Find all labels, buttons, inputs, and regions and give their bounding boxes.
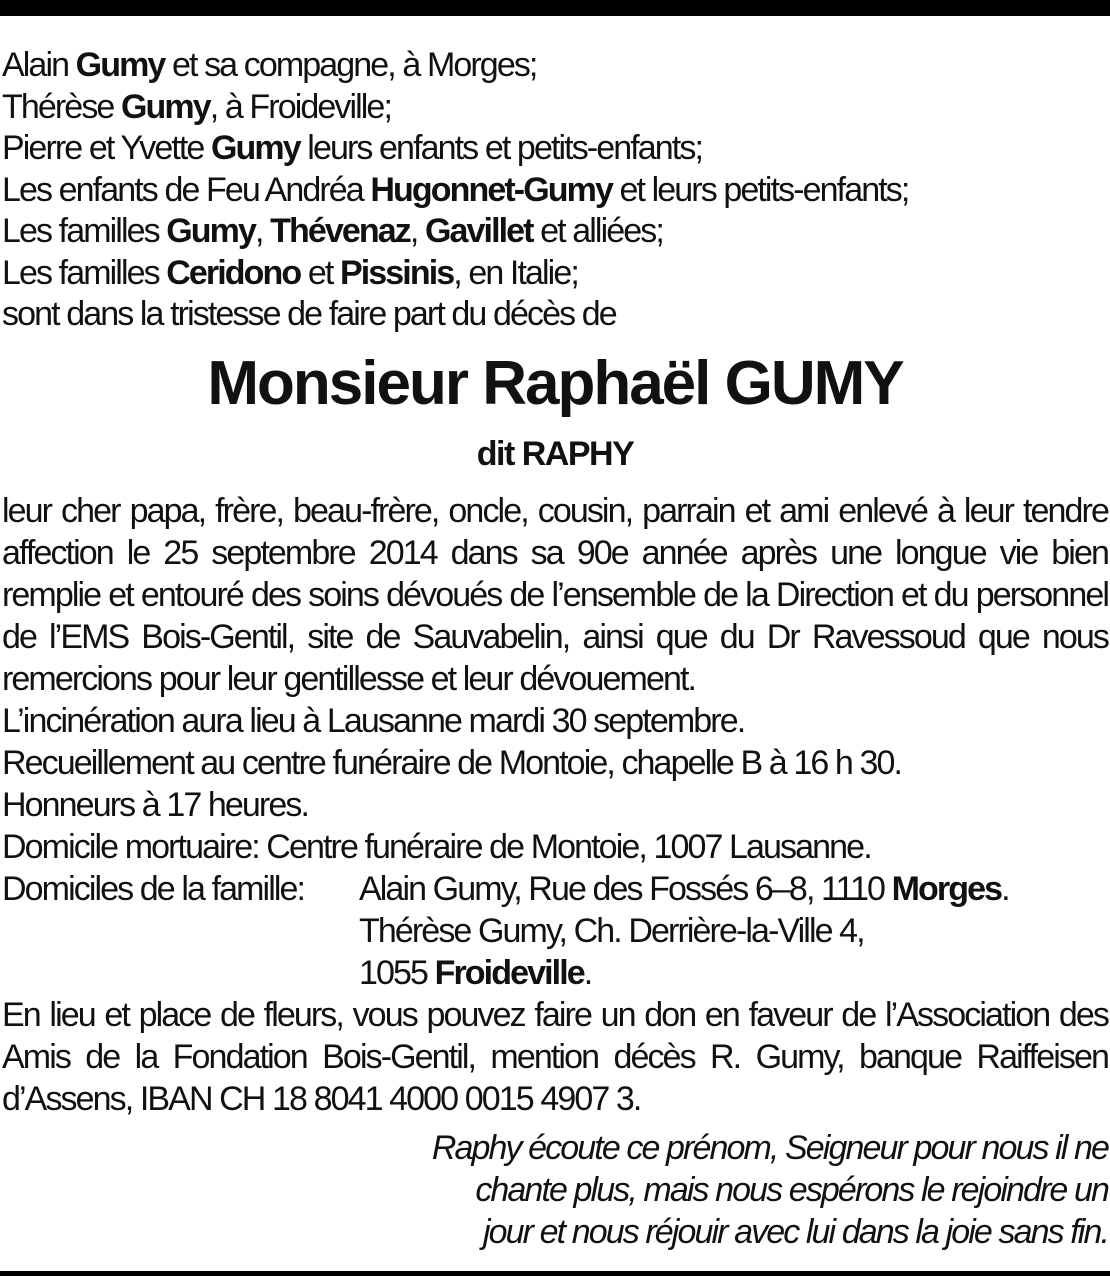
text-segment: Alain Gumy, Rue des Fossés 6–8, 1110: [359, 870, 892, 908]
family-surname: Pissinis: [339, 253, 454, 292]
text-segment: Alain: [2, 46, 76, 84]
mortuary-address: Domicile mortuaire: Centre funéraire de Montoie, 1007 Lausanne.: [2, 828, 871, 866]
text-segment: .: [1001, 870, 1009, 908]
honours-info: Honneurs à 17 heures.: [2, 786, 308, 824]
family-surname: Thévenaz: [270, 212, 410, 250]
verse-line: jour et nous réjouir avec lui dans la joie sans fin.: [482, 1213, 1108, 1251]
text-segment: et: [300, 253, 340, 292]
notice-body: [2, 490, 1108, 1120]
tribute-paragraph: leur cher papa, frère, beau-frère, oncle, cousin, parrain et ami enlevé à leur tendre affection le 25 septembre 2014 dans sa 90e année après une longue vie bien remplie et entouré des soins dévoués de l’ensemble de la Direction et du personnel de l’EMS Bois-Gentil, site de Sauvabelin, ainsi que du Dr Ravessoud que nous remercions pour leur gentillesse et leur dévouement.: [2, 492, 1108, 698]
text-segment: Pierre et Yvette: [2, 129, 211, 167]
town-name: Morges: [891, 870, 1002, 908]
text-segment: et sa compagne, à Morges;: [164, 46, 537, 84]
family-surname: Gumy: [75, 46, 165, 84]
family-home-address: [2, 952, 1108, 994]
deceased-name: Monsieur Raphaël GUMY: [207, 349, 903, 418]
family-home-address: Thérèse Gumy, Ch. Derrière-la-Ville 4,: [359, 912, 864, 950]
family-list: [2, 45, 1108, 336]
family-line: [2, 45, 1108, 87]
town-name: Froideville: [434, 954, 584, 992]
text-segment: Les enfants de Feu Andréa: [2, 170, 371, 209]
donation-paragraph: En lieu et place de fleurs, vous pouvez faire un don en faveur de l’Association des Amis de la Fondation Bois-Gentil, mention décès R. Gumy, banque Raiffeisen d’Assens, IBAN CH 18 8041 4000 0015 4907 3.: [2, 996, 1108, 1118]
family-surname: Ceridono: [166, 253, 301, 292]
text-segment: .: [583, 954, 592, 992]
family-surname: Gumy: [211, 129, 300, 167]
top-border-rule: [0, 0, 1110, 16]
text-segment: ,: [409, 212, 425, 250]
text-segment: leurs enfants et petits-enfants;: [299, 129, 702, 167]
deceased-nickname: dit RAPHY: [476, 435, 634, 473]
verse-line: Raphy écoute ce prénom, Seigneur pour nous il ne: [431, 1129, 1108, 1167]
family-home-address: [359, 868, 1009, 910]
text-segment: Les familles: [2, 212, 167, 250]
closing-verse: [308, 1127, 1108, 1253]
text-segment: et alliées;: [532, 212, 663, 250]
text-segment: ,: [255, 212, 271, 250]
family-line: [2, 87, 1108, 129]
text-segment: 1055: [359, 954, 435, 992]
gathering-info: Recueillement au centre funéraire de Montoie, chapelle B à 16 h 30.: [2, 744, 902, 782]
text-segment: , en Italie;: [453, 253, 578, 292]
family-surname: Gumy: [166, 212, 256, 250]
family-line: [2, 128, 1108, 170]
family-surname: Gavillet: [424, 212, 533, 250]
bottom-border-rule: [0, 1271, 1110, 1276]
family-line: [2, 211, 1108, 253]
text-segment: , à Froideville;: [209, 87, 391, 126]
cremation-info: L’incinération aura lieu à Lausanne mardi 30 septembre.: [2, 702, 745, 740]
family-line: [2, 253, 1108, 295]
family-homes-row: [2, 868, 1108, 910]
family-surname: Hugonnet-Gumy: [370, 170, 612, 209]
family-homes-label: Domiciles de la famille:: [2, 870, 305, 908]
text-segment: et leurs petits-enfants;: [611, 170, 909, 209]
text-segment: Thérèse: [2, 87, 121, 126]
family-surname: Gumy: [120, 87, 210, 126]
family-line: [2, 170, 1108, 212]
announcement-line: sont dans la tristesse de faire part du décès de: [2, 295, 616, 333]
verse-line: chante plus, mais nous espérons le rejoindre un: [475, 1171, 1108, 1209]
text-segment: Les familles: [2, 253, 167, 292]
